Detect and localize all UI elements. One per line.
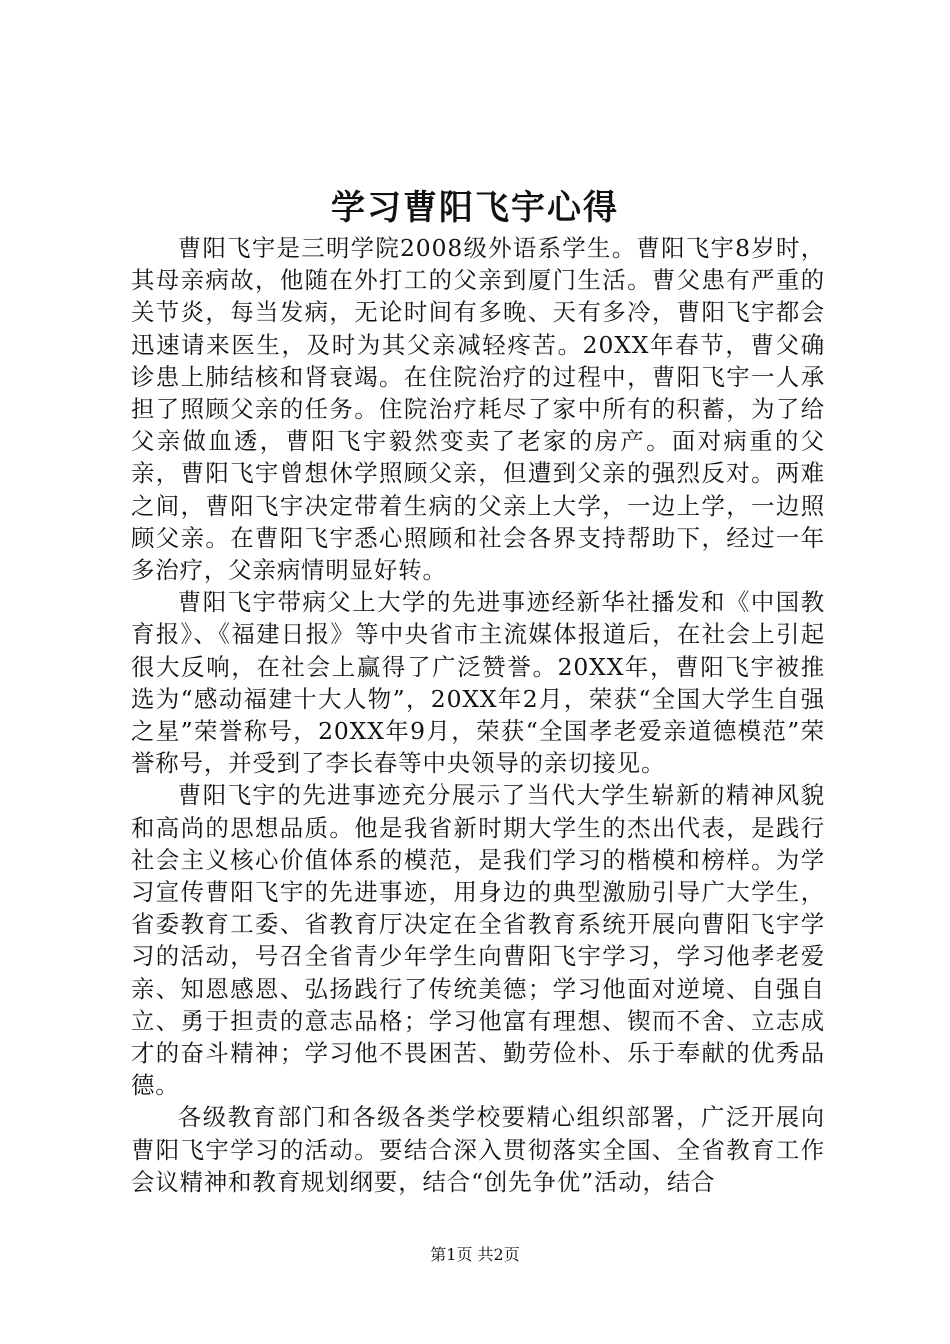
document-body: [131, 232, 825, 1198]
page-number-footer: 第1页 共2页: [430, 1245, 520, 1264]
paragraph-4: 各级教育部门和各级各类学校要精心组织部署，广泛开展向曹阳飞宇学习的活动。要结合深入贯彻落实全国、全省教育工作会议精神和教育规划纲要，结合“创先争优”活动，结合: [131, 1103, 825, 1196]
document-title: 学习曹阳飞宇心得: [331, 188, 619, 228]
paragraph-2: 曹阳飞宇带病父上大学的先进事迹经新华社播发和《中国教育报》、《福建日报》等中央省市主流媒体报道后，在社会上引起很大反响，在社会上赢得了广泛赞誉。20XX年，曹阳飞宇被推选为“感动福建十大人物”，20XX年2月，荣获“全国大学生自强之星”荣誉称号，20XX年9月，荣获“全国孝老爱亲道德模范”荣誉称号，并受到了李长春等中央领导的亲切接见。: [131, 588, 825, 778]
paragraph-3: 曹阳飞宇的先进事迹充分展示了当代大学生崭新的精神风貌和高尚的思想品质。他是我省新时期大学生的杰出代表，是践行社会主义核心价值体系的模范，是我们学习的楷模和榜样。为学习宣传曹阳飞宇的先进事迹，用身边的典型激励引导广大学生，省委教育工委、省教育厅决定在全省教育系统开展向曹阳飞宇学习的活动，号召全省青少年学生向曹阳飞宇学习，学习他孝老爱亲、知恩感恩、弘扬践行了传统美德；学习他面对逆境、自强自立、勇于担责的意志品格；学习他富有理想、锲而不舍、立志成才的奋斗精神；学习他不畏困苦、勤劳俭朴、乐于奉献的优秀品德。: [131, 781, 825, 1100]
paragraph-1: 曹阳飞宇是三明学院2008级外语系学生。曹阳飞宇8岁时，其母亲病故，他随在外打工的父亲到厦门生活。曹父患有严重的关节炎，每当发病，无论时间有多晚、天有多冷，曹阳飞宇都会迅速请来医生，及时为其父亲减轻疼苦。20XX年春节，曹父确诊患上肺结核和肾衰竭。在住院治疗的过程中，曹阳飞宇一人承担了照顾父亲的任务。住院治疗耗尽了家中所有的积蓄，为了给父亲做血透，曹阳飞宇毅然变卖了老家的房产。面对病重的父亲，曹阳飞宇曾想休学照顾父亲，但遭到父亲的强烈反对。两难之间，曹阳飞宇决定带着生病的父亲上大学，一边上学，一边照顾父亲。在曹阳飞宇悉心照顾和社会各界支持帮助下，经过一年多治疗，父亲病情明显好转。: [131, 234, 825, 585]
